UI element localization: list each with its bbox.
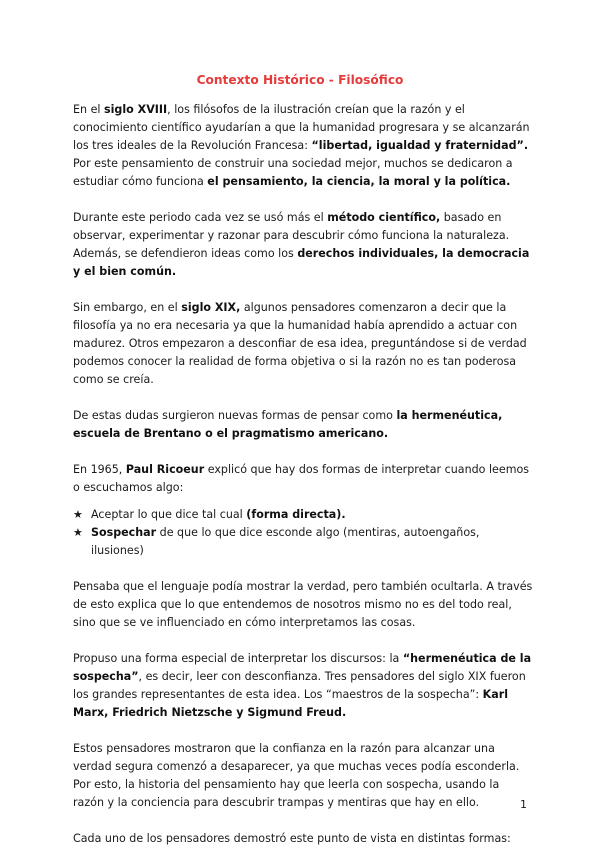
paragraph-confianza [73,740,533,812]
list-item [73,524,533,560]
interpretation-list [73,506,533,560]
text: , es decir, leer con desconfianza. Tres pensadores del siglo XIX fueron los grandes representantes de esta idea. Los “maestros de la sospecha”: [73,670,526,701]
paragraph-hermeneutica [73,650,533,722]
text: Estos pensadores mostraron que la confianza en la razón para alcanzar una verdad segura comenzó a desaparecer, ya que muchas veces podía esconderla. Por esto, la historia del pensamiento hay que leerla con sospecha, usando la razón y la conciencia para descubrir trampas y mentiras que hay en ello. [73,742,520,809]
paragraph-cada-uno [73,830,533,848]
star-bullet-icon: ★ [73,508,83,521]
text: En 1965, [73,463,126,476]
text: Durante este periodo cada vez se usó más el [73,211,328,224]
text: De estas dudas surgieron nuevas formas de pensar como [73,409,397,422]
text: Aceptar lo que dice tal cual [91,508,247,521]
text: Por este pensamiento de construir una sociedad mejor, muchos se dedicaron a estudiar cómo funciona [73,157,513,188]
bold-text: Sospechar [91,526,157,539]
paragraph-ricoeur [73,461,533,497]
text: basado en observar, experimentar y razonar para descubrir cómo funciona la naturaleza. Además, se defendieron ideas como los [73,211,510,260]
paragraph-sociedad [73,155,533,191]
document-body [73,101,533,848]
text: En el [73,103,105,116]
text: Pensaba que el lenguaje podía mostrar la verdad, pero también ocultarla. A través de esto explica que lo que entendemos de nosotros mismo no es del todo real, sino que se ve influenciado en cómo interpretamos las cosas. [73,580,533,629]
bold-text: método científico, [327,211,441,224]
text: Propuso una forma especial de interpretar los discursos: la [73,652,403,665]
text: explicó que hay dos formas de interpretar cuando leemos o escuchamos algo: [73,463,530,494]
bold-text: derechos individuales, la democracia y el bien común. [73,247,530,278]
bold-text: siglo XIX, [181,301,241,314]
paragraph-siglo-xviii [73,101,533,155]
paragraph-dudas [73,407,533,443]
star-bullet-icon: ★ [73,526,83,539]
bold-text: “libertad, igualdad y fraternidad”. [311,139,529,152]
page-number: 1 [520,798,527,811]
list-item [73,506,533,524]
text: , los filósofos de la ilustración creían que la razón y el conocimiento científico ayudarían a que la humanidad progresara y se alcanzarán los tres ideales de la Revolución Francesa: [73,103,530,152]
bold-text: el pensamiento, la ciencia, la moral y la política. [207,175,511,188]
bold-text: “hermenéutica de la sospecha” [73,652,532,683]
paragraph-siglo-xix [73,299,533,389]
paragraph-lenguaje [73,578,533,632]
text: Sin embargo, en el [73,301,182,314]
text: Cada uno de los pensadores demostró este punto de vista en distintas formas: [73,832,511,845]
text: de que lo que dice esconde algo (mentiras, autoengaños, ilusiones) [91,526,480,557]
bold-text: Paul Ricoeur [125,463,205,476]
bold-text: (forma directa). [246,508,346,521]
paragraph-metodo [73,209,533,281]
document-title: Contexto Histórico - Filosófico [196,73,404,87]
bold-text: siglo XVIII [104,103,168,116]
bold-text: Karl Marx, Friedrich Nietzsche y Sigmund Freud. [73,688,508,719]
text: algunos pensadores comenzaron a decir que la filosofía ya no era necesaria ya que la humanidad había aprendido a actuar con madurez. Otros empezaron a desconfiar de esa idea, preguntándose si de verdad podemos conocer la realidad de forma objetiva o si la razón no es tan poderosa como se creía. [73,301,527,386]
bold-text: la hermenéutica, escuela de Brentano o el pragmatismo americano. [73,409,503,440]
